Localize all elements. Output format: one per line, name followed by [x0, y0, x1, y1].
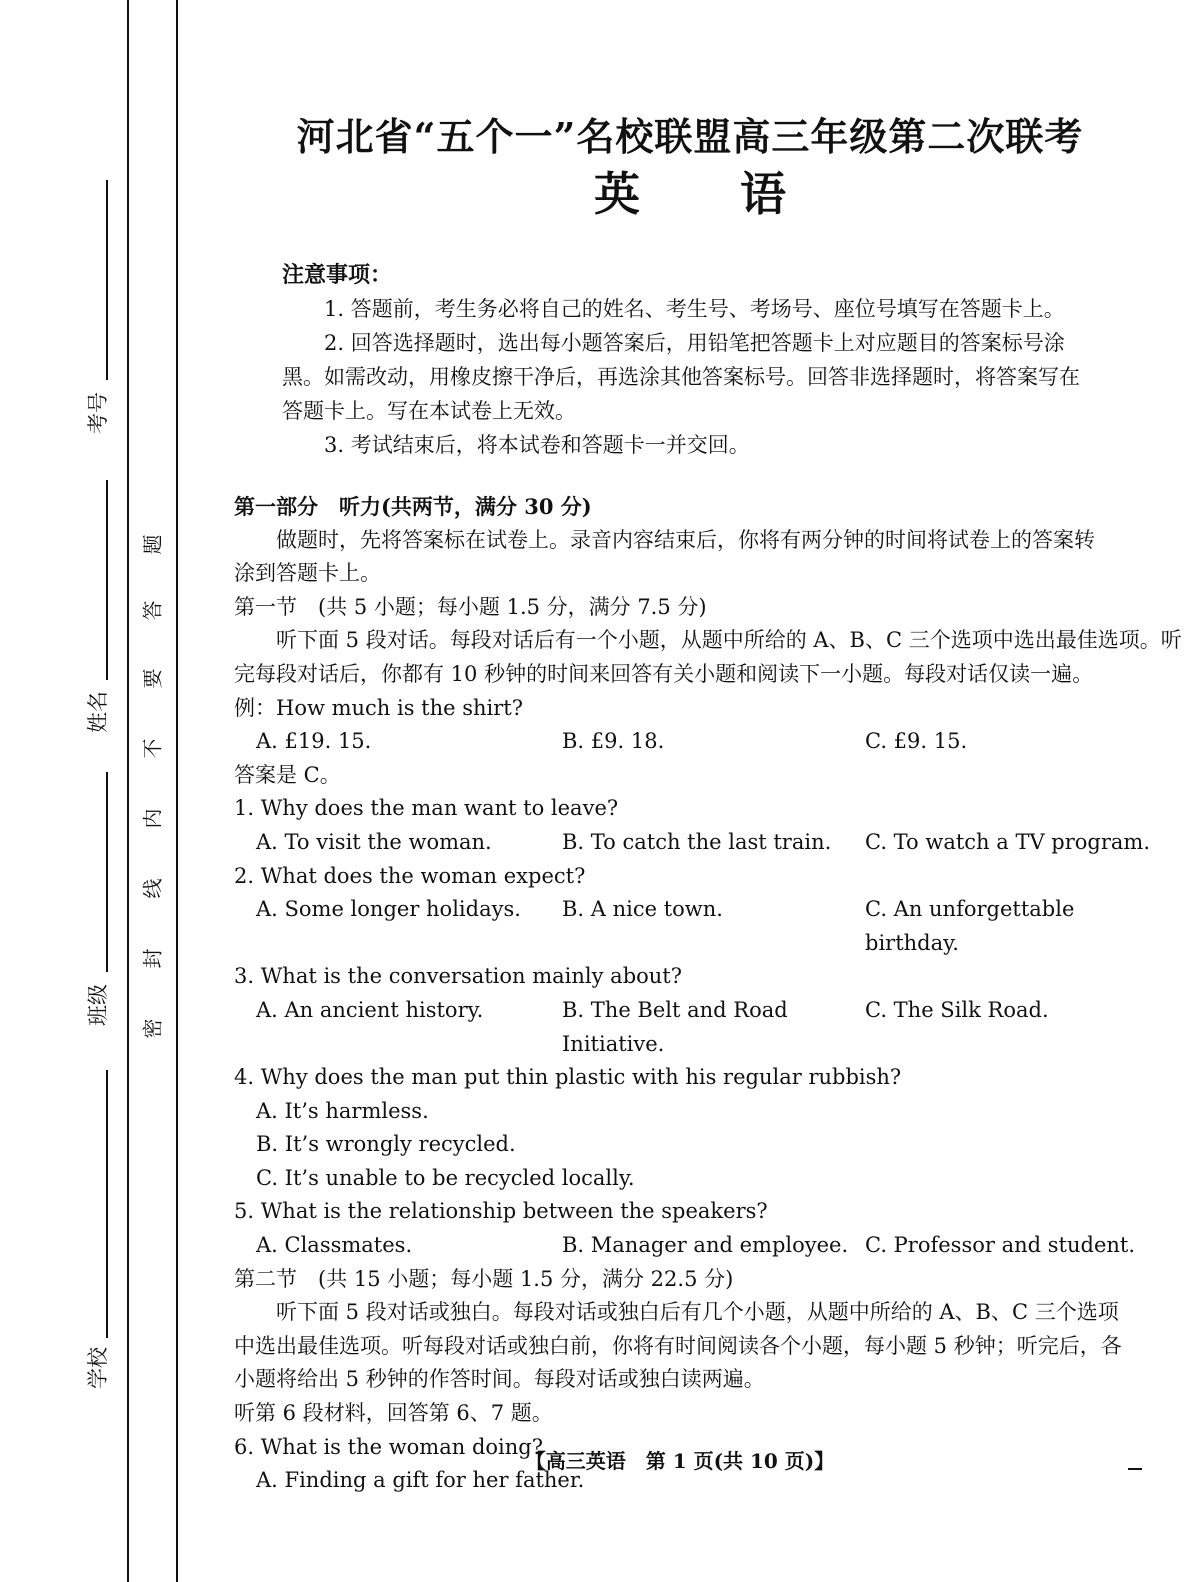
- seal-char: 题: [140, 534, 165, 555]
- notice-line: 答题卡上。写在本试卷上无效。: [282, 399, 576, 423]
- section1-heading: 第一节 (共 5 小题；每小题 1.5 分，满分 7.5 分): [234, 594, 707, 619]
- question-text: 5. What is the relationship between the speakers?: [234, 1199, 768, 1224]
- option-a: A. To visit the woman.: [256, 829, 492, 854]
- option-b: B. A nice town.: [562, 897, 723, 922]
- option-a: A. Finding a gift for her father.: [256, 1468, 585, 1493]
- seal-char: 封: [140, 948, 165, 969]
- seal-char: 要: [140, 668, 165, 689]
- question-options: [234, 893, 1154, 960]
- section2-heading: 第二节 (共 15 小题；每小题 1.5 分，满分 22.5 分): [234, 1266, 734, 1291]
- school-underline: [106, 1070, 108, 1338]
- option-b: B. Manager and employee.: [562, 1233, 849, 1258]
- option-c: C. Professor and student.: [865, 1233, 1136, 1258]
- exam-number-label: 考号: [86, 392, 110, 434]
- binding-line-outer: [127, 0, 129, 1582]
- seal-char: 内: [140, 808, 165, 829]
- notice-block: [282, 258, 1142, 462]
- seal-char: 不: [140, 738, 165, 759]
- part1-heading: 第一部分 听力(共两节，满分 30 分): [234, 494, 592, 519]
- option-a: A. £19. 15.: [256, 729, 372, 754]
- question-text: 1. Why does the man want to leave?: [234, 796, 619, 821]
- seal-char: 密: [140, 1018, 165, 1039]
- notice-line: 3. 考试结束后，将本试卷和答题卡一并交回。: [324, 433, 750, 457]
- notice-line: 黑。如需改动，用橡皮擦干净后，再选涂其他答案标号。回答非选择题时，将答案写在: [282, 365, 1080, 389]
- option-c: C. The Silk Road.: [865, 997, 1049, 1022]
- option-b: B. It’s wrongly recycled.: [256, 1132, 516, 1157]
- question-options: [234, 1229, 1154, 1263]
- binding-line-inner: [176, 0, 178, 1582]
- name-label: 姓名: [86, 691, 110, 733]
- option-b: B. To catch the last train.: [562, 829, 832, 854]
- option-b: B. £9. 18.: [562, 729, 665, 754]
- option-a: A. Classmates.: [256, 1233, 413, 1258]
- name-underline: [106, 480, 108, 680]
- question-options: [234, 826, 1154, 860]
- part1-intro-line: 涂到答题卡上。: [234, 561, 381, 586]
- section2-intro-line: 听下面 5 段对话或独白。每段对话或独白后有几个小题，从题中所给的 A、B、C 三个选项: [276, 1300, 1119, 1325]
- question-text: 6. What is the woman doing?: [234, 1434, 543, 1459]
- question-text: 4. Why does the man put thin plastic with his regular rubbish?: [234, 1065, 902, 1090]
- section1-intro-line: 听下面 5 段对话。每段对话后有一个小题，从题中所给的 A、B、C 三个选项中选出最佳选项。听: [276, 628, 1182, 653]
- option-c: C. £9. 15.: [865, 729, 968, 754]
- class-underline: [106, 772, 108, 972]
- option-c: C. An unforgettable birthday.: [865, 897, 1075, 955]
- seal-char: 答: [140, 600, 165, 621]
- notice-line: 1. 答题前，考生务必将自己的姓名、考生号、考场号、座位号填写在答题卡上。: [324, 297, 1065, 321]
- option-b: B. The Belt and Road Initiative.: [562, 997, 788, 1056]
- section2-intro-line: 小题将给出 5 秒钟的作答时间。每段对话或独白读两遍。: [234, 1367, 765, 1392]
- seal-char: 线: [140, 878, 165, 899]
- example-options: [234, 725, 1154, 759]
- subject-char: 英: [594, 167, 640, 221]
- class-label: 班级: [86, 984, 110, 1026]
- question-text: 2. What does the woman expect?: [234, 863, 586, 888]
- question-options: [234, 994, 1154, 1061]
- section2-intro-line: 中选出最佳选项。听每段对话或独白前，你将有时间阅读各个小题，每小题 5 秒钟；听完后，各: [234, 1333, 1122, 1358]
- material-heading: 听第 6 段材料，回答第 6、7 题。: [234, 1401, 553, 1426]
- option-c: C. It’s unable to be recycled locally.: [256, 1165, 635, 1190]
- exam-body: [234, 490, 1182, 1498]
- example-question: 例：How much is the shirt?: [234, 695, 523, 720]
- corner-mark: [1128, 1468, 1142, 1470]
- option-a: A. An ancient history.: [256, 997, 484, 1022]
- example-answer: 答案是 C。: [234, 762, 341, 787]
- option-a: A. Some longer holidays.: [256, 897, 521, 922]
- school-label: 学校: [86, 1347, 110, 1389]
- question-text: 3. What is the conversation mainly about?: [234, 964, 683, 989]
- part1-intro-line: 做题时，先将答案标在试卷上。录音内容结束后，你将有两分钟的时间将试卷上的答案转: [276, 527, 1095, 552]
- option-a: A. It’s harmless.: [256, 1098, 429, 1123]
- section1-intro-line: 完每段对话后，你都有 10 秒钟的时间来回答有关小题和阅读下一小题。每段对话仅读一遍。: [234, 661, 1094, 686]
- subject-char: 语: [740, 167, 786, 221]
- notice-line: 2. 回答选择题时，选出每小题答案后，用铅笔把答题卡上对应题目的答案标号涂: [324, 331, 1065, 355]
- subject-title: [0, 158, 1200, 224]
- option-c: C. To watch a TV program.: [865, 829, 1151, 854]
- notice-heading: 注意事项：: [282, 262, 393, 288]
- page-footer: 【高三英语 第 1 页(共 10 页)】: [525, 1449, 835, 1473]
- exam-title: 河北省“五个一”名校联盟高三年级第二次联考: [296, 114, 1084, 159]
